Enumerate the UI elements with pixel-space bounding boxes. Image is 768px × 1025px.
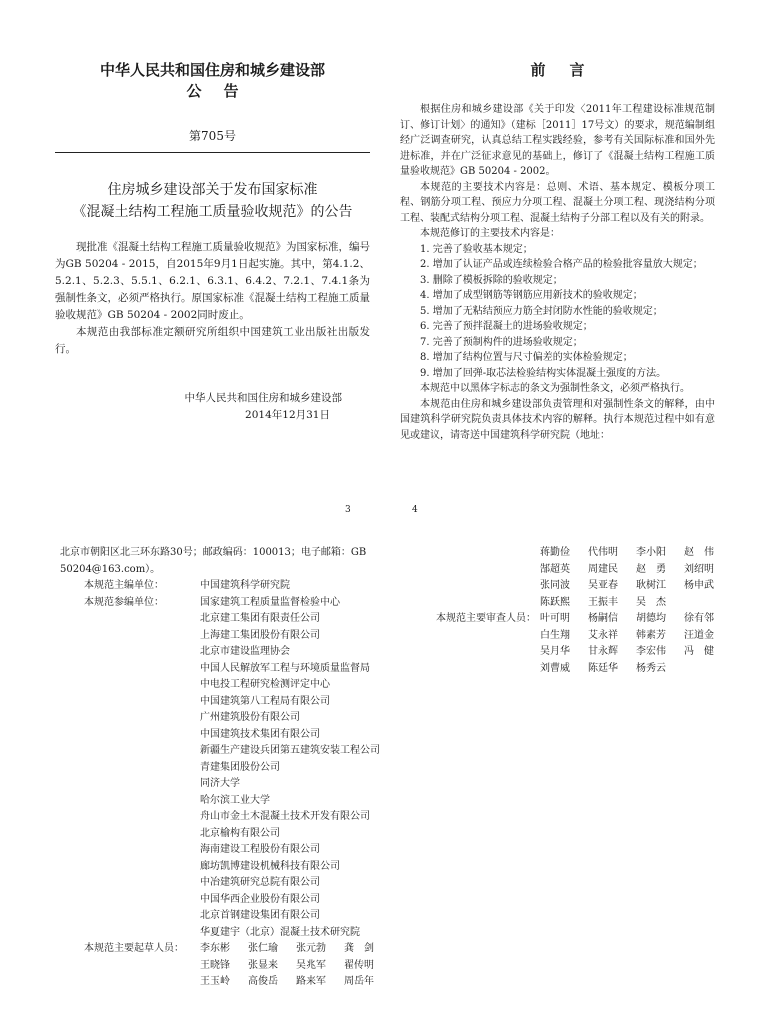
drafter-name: 周建民 [588,563,618,575]
preface-page [400,60,715,530]
drafters-continued-grid [540,545,728,611]
announcement-page [55,60,370,530]
drafters-label: 本规范主要起草人员： [84,943,184,954]
participating-org: 中国人民解放军工程与环境质量监督局 [200,662,370,674]
participating-org: 中电投工程研究检测评定中心 [200,679,330,690]
drafter-name [684,595,728,612]
notice-heading: 公告 [186,82,261,100]
drafters-row [60,941,380,991]
drafter-name: 郜超英 [540,563,570,575]
participating-org: 新疆生产建设兵团第五建筑安装工程公司 [200,745,380,756]
reviewer-name: 陈廷华 [588,662,618,674]
divider [55,152,370,153]
body-paragraph-1: 现批准《混凝土结构工程施工质量验收规范》为国家标准，编号为GB 50204 - 2015，自2015年9月1日起实施。其中，第4.1.2、5.2.1、5.2.3、5.5.1、6.2.1、6.3.1、6.4.2、7.2.1、7.4.1条为强制性条文，必须严格执行。原国家标准《混凝土结构工程施工质量验收规范》GB 50204 - 2002同时废止。 [55,241,370,321]
drafter-name: 陈跃熙 [540,596,570,608]
drafter-name: 刘绍明 [684,563,714,575]
drafter-name: 路来军 [296,976,326,987]
drafter-name: 王晓锋 [200,959,230,971]
drafter-name: 龚 剑 [344,943,374,954]
drafter-name: 张同波 [540,580,570,591]
participating-org: 北京建工集团有限责任公司 [200,613,320,624]
participating-org: 华夏建宇（北京）混凝土技术研究院 [200,926,360,938]
participating-org: 海南建设工程股份有限公司 [200,844,320,855]
drafter-name: 王振丰 [588,596,618,608]
drafter-name: 吴 杰 [636,596,666,608]
drafter-name: 耿树江 [636,580,666,591]
reviewer-name: 白生翔 [540,629,570,641]
reviewer-name [684,661,728,678]
drafter-name: 杨申武 [684,580,714,591]
participating-org: 中冶建筑研究总院有限公司 [200,877,320,888]
drafter-name: 吴亚春 [588,580,618,591]
revision-item: 8. 增加了结构位置与尺寸偏差的实体检验规定； [420,352,633,363]
notice-number: 第705号 [189,129,236,143]
drafter-name: 周岳年 [344,976,374,987]
chief-editor-label: 本规范主编单位： [84,580,164,591]
reviewer-name: 艾永祥 [588,629,618,641]
drafter-name: 翟传明 [344,959,374,971]
participating-org: 哈尔滨工业大学 [200,794,270,806]
participating-org: 国家建筑工程质量监督检验中心 [200,596,340,608]
participating-org: 广州建筑股份有限公司 [200,712,300,723]
preface-title: 前言 [530,61,609,79]
chief-editor-row [60,578,380,595]
participating-org: 上海建工集团股份有限公司 [200,629,320,641]
participating-org: 廊坊凯博建设机械科技有限公司 [200,860,340,872]
body-paragraph-2: 本规范由我部标准定额研究所组织中国建筑工业出版社出版发行。 [55,326,370,355]
participating-org: 北京首钢建设集团有限公司 [200,910,320,921]
revision-item: 1. 完善了验收基本规定； [420,243,533,255]
participating-org: 中国建筑第八工程局有限公司 [200,695,330,707]
revision-item: 7. 完善了预制构件的进场验收规定； [420,336,583,348]
page-number-3: 3 [345,505,351,515]
drafter-name: 高俊岳 [248,976,278,987]
reviewer-name: 徐有邻 [684,613,714,624]
reviewers-label: 本规范主要审查人员： [436,613,536,624]
preface-paragraph-2: 本规范的主要技术内容是：总则、术语、基本规定、模板分项工程、钢筋分项工程、预应力分项工程、混凝土分项工程、现浇结构分项工程、装配式结构分项工程、混凝土结构子分部工程以及有关的附录。 [400,181,715,224]
drafter-name: 张仁瑜 [248,943,278,954]
drafter-name: 王玉岭 [200,976,230,987]
signature-date: 2014年12月31日 [245,409,330,421]
reviewer-name: 叶可明 [540,613,570,624]
drafter-name: 赵 伟 [684,547,714,558]
notice-subject [55,179,370,223]
preface-paragraph-4: 本规范中以黑体字标志的条文为强制性条文，必须严格执行。 [420,383,690,394]
drafter-name: 吴兆军 [296,959,326,971]
reviewer-name: 刘曹威 [540,662,570,674]
notice-body [55,239,370,358]
drafters-continued-row [430,545,720,611]
reviewer-name: 韩素芳 [636,629,666,641]
revision-item: 3. 删除了模板拆除的验收规定； [420,274,563,286]
reviewers-grid [540,611,728,677]
participating-org: 同济大学 [200,778,240,789]
participating-org: 中国建筑技术集团有限公司 [200,728,320,740]
preface-paragraph-5: 本规范由住房和城乡建设部负责管理和对强制性条文的解释，由中国建筑科学研究院负责具体技术内容的解释。执行本规范过程中如有意见或建议，请寄送中国建筑科学研究院（地址： [400,398,715,441]
subject-line-2: 《混凝土结构工程施工质量验收规范》的公告 [72,204,353,220]
organizations-page [60,545,380,1025]
participating-org: 北京榆构有限公司 [200,827,280,839]
reviewer-name: 汪道金 [684,629,714,641]
reviewer-name: 甘永辉 [588,646,618,657]
chief-editor-org: 中国建筑科学研究院 [200,580,290,591]
personnel-page [430,545,720,745]
participating-org: 中国华西企业股份有限公司 [200,893,320,905]
participating-org: 舟山市金土木混凝土技术开发有限公司 [200,811,370,822]
drafter-name: 李小阳 [636,547,666,558]
revision-item: 2. 增加了认证产品或连续检验合格产品的检验批容量放大规定； [420,259,703,270]
revision-item: 5. 增加了无粘结预应力筋全封闭防水性能的验收规定； [420,305,663,317]
drafter-name: 张显来 [248,959,278,971]
drafter-name: 张元勃 [296,943,326,954]
participating-org-list [200,595,380,942]
signature: 中华人民共和国住房和城乡建设部 [184,392,342,404]
issuing-department: 中华人民共和国住房和城乡建设部 [99,61,325,79]
reviewer-name: 杨秀云 [636,662,666,674]
reviewer-name: 李宏伟 [636,646,666,657]
preface-body [400,102,715,443]
participating-row [60,595,380,942]
reviewer-name: 胡德均 [636,613,666,624]
revision-item: 4. 增加了成型钢筋等钢筋应用新技术的验收规定； [420,290,643,301]
drafter-name: 李东彬 [200,943,230,954]
reviewers-row [430,611,720,677]
subject-line-1: 住房城乡建设部关于发布国家标准 [107,182,318,198]
page-number-4: 4 [412,505,418,515]
participating-label: 本规范参编单位： [84,596,164,608]
drafters-grid [200,941,390,991]
revision-item: 6. 完善了预拌混凝土的进场验收规定； [420,321,593,332]
drafter-name: 赵 勇 [636,563,666,575]
reviewer-name: 吴月华 [540,646,570,657]
drafter-name: 蒋勤俭 [540,547,570,558]
participating-org: 北京市建设监理协会 [200,646,290,657]
preface-paragraph-1: 根据住房和城乡建设部《关于印发〈2011年工程建设标准规范制订、修订计划〉的通知》（建标［2011］17号文）的要求，规范编制组经广泛调查研究，认真总结工程实践经验，参考有关国际标准和国外先进标准，并在广泛征求意见的基础上，修订了《混凝土结构工程施工质量验收规范》GB 50204 - 2002。 [400,104,715,177]
revision-item: 9. 增加了回弹-取芯法检验结构实体混凝土强度的方法。 [420,367,667,379]
preface-paragraph-3: 本规范修订的主要技术内容是： [420,228,560,239]
reviewer-name: 杨嗣信 [588,613,618,624]
address-line: 北京市朝阳区北三环东路30号；邮政编码：100013；电子邮箱：GB 50204@163.com）。 [60,547,367,575]
drafter-name: 代伟明 [588,547,618,558]
reviewer-name: 冯 健 [684,646,714,657]
participating-org: 青建集团股份公司 [200,761,280,773]
